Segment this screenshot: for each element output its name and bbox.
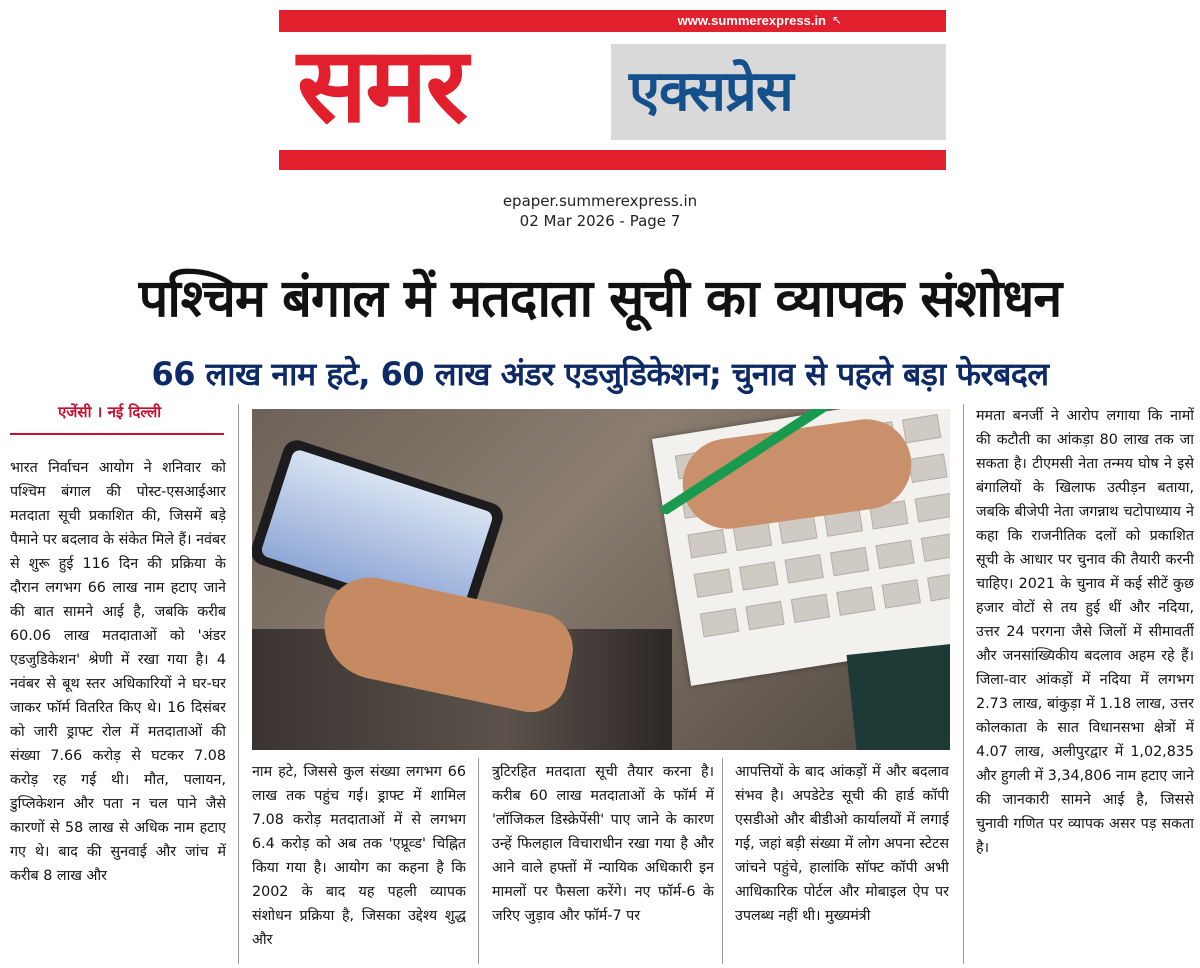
logo-samar: समर — [297, 24, 467, 146]
site-url[interactable]: www.summerexpress.in — [677, 13, 826, 28]
article-photo — [252, 409, 950, 750]
article-column-1 — [10, 456, 226, 964]
masthead — [279, 10, 946, 170]
article-column-5 — [976, 404, 1194, 964]
column-divider — [722, 758, 723, 964]
column-divider — [963, 404, 964, 964]
cursor-arrow-icon: ↖ — [832, 13, 843, 27]
photo-book — [847, 644, 950, 750]
column-text: आपत्तियों के बाद आंकड़ों में और बदलाव संभव है। अपडेटेड सूची की हार्ड कॉपी एसडीओ और बीडीओ कार्यालयों में लगाई गई, जहां बड़ी संख्या में लोग अपना स्टेटस जांचने पहुंचे, हालांकि सॉफ्ट कॉपी अभी आधिकारिक पोर्टल और मोबाइल ऐप पर उपलब्ध नहीं थी। मुख्यमंत्री — [735, 764, 949, 924]
column-text: नाम हटे, जिससे कुल संख्या लगभग 66 लाख तक पहुंच गई। ड्राफ्ट में शामिल 7.08 करोड़ मतदाताओं में से लगभग 6.4 करोड़ को अब तक 'एप्रूव्ड' चिह्नित किया गया है। आयोग का कहना है कि 2002 के बाद यह पहली व्यापक संशोधन प्रक्रिया है, जिसका उद्देश्य शुद्ध और — [252, 764, 466, 948]
column-divider — [478, 758, 479, 964]
article-column-4 — [735, 760, 949, 964]
masthead-logo-area — [279, 24, 946, 150]
byline: एजेंसी । नई दिल्ली — [58, 403, 162, 421]
article-column-2 — [252, 760, 466, 964]
logo-express: एक्सप्रेस — [629, 59, 793, 124]
column-text: ममता बनर्जी ने आरोप लगाया कि नामों की कटौती का आंकड़ा 80 लाख तक जा सकता है। टीएमसी नेता तन्मय घोष ने इसे बंगालियों के खिलाफ उत्पीड़न बताया, जबकि बीजेपी नेता जगन्नाथ चटोपाध्याय ने कहा कि राजनीतिक दलों को प्रकाशित सूची के आधार पर चुनाव की तैयारी करनी चाहिए। 2021 के चुनाव में कई सीटें कुछ हजार वोटों से तय हुई थीं और नदिया, उत्तर 24 परगना जैसे जिलों में सीमावर्ती और जनसांख्यिकीय बदलाव अहम रहे हैं। जिला-वार आंकड़ों में नदिया में लगभग 2.73 लाख, बांकुड़ा में 1.18 लाख, उत्तर कोलकाता के सात विधानसभा क्षेत्रों में 4.07 लाख, अलीपुरद्वार में 1,02,835 और हुगली में 3,34,806 नाम हटाए जाने की जानकारी सामने आई है, जिससे चुनावी गणित पर व्यापक असर पड़ सकता है। — [976, 408, 1194, 856]
column-divider — [238, 404, 239, 964]
epaper-url[interactable]: epaper.summerexpress.in — [502, 192, 698, 210]
article-headline: पश्चिम बंगाल में मतदाता सूची का व्यापक संशोधन — [138, 269, 1062, 329]
edition-date-page: 02 Mar 2026 - Page 7 — [519, 212, 681, 230]
column-text: त्रुटिरहित मतदाता सूची तैयार करना है। करीब 60 लाख मतदाताओं के फॉर्म में 'लॉजिकल डिस्क्रेपेंसी' पाए जाने के कारण उन्हें फिलहाल विचाराधीन रखा गया है और आने वाले हफ्तों में न्यायिक अधिकारी इन मामलों पर फैसला करेंगे। नए फॉर्म-6 के जरिए जुड़ाव और फॉर्म-7 पर — [492, 764, 714, 924]
article-column-3 — [492, 760, 714, 964]
article-subheadline: 66 लाख नाम हटे, 60 लाख अंडर एडजुडिकेशन; चुनाव से पहले बड़ा फेरबदल — [151, 355, 1049, 393]
byline-divider — [10, 433, 224, 435]
column-text: भारत निर्वाचन आयोग ने शनिवार को पश्चिम बंगाल की पोस्ट-एसआईआर मतदाता सूची प्रकाशित की, जिसमें बड़े पैमाने पर बदलाव के संकेत मिले हैं। नवंबर से शुरू हुई 116 दिन की प्रक्रिया के दौरान लगभग 66 लाख नाम हटाए जाने की बात सामने आई है, जबकि करीब 60.06 लाख मतदाताओं को 'अंडर एडजुडिकेशन' श्रेणी में रखा गया है। 4 नवंबर से बूथ स्तर अधिकारियों ने घर-घर जाकर फॉर्म वितरित किए थे। 16 दिसंबर को जारी ड्राफ्ट रोल में मतदाताओं की संख्या 7.66 करोड़ से घटकर 7.08 करोड़ रह गई थी। मौत, पलायन, डुप्लिकेशन और पता न चल पाने जैसे कारणों से 58 लाख से अधिक नाम हटाए गए थे। बाद की सुनवाई और जांच में करीब 8 लाख और — [10, 460, 226, 884]
